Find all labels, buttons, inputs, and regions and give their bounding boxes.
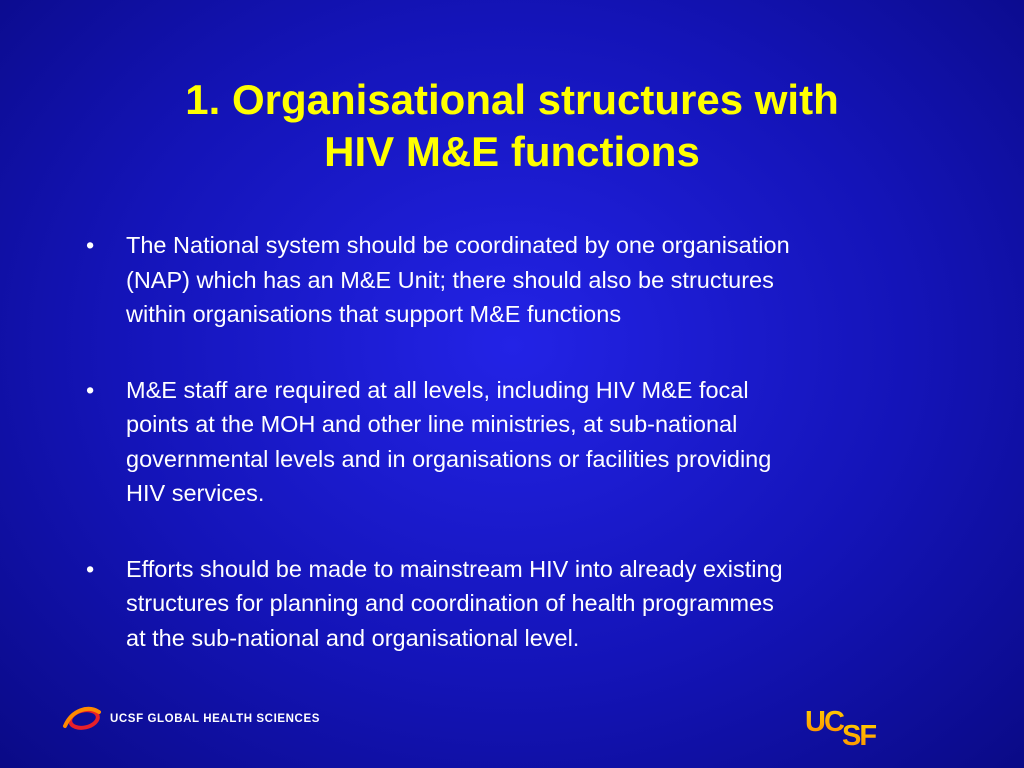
footer-org-name: UCSF GLOBAL HEALTH SCIENCES bbox=[110, 713, 321, 725]
ucsf-wordmark-logo bbox=[803, 703, 887, 747]
slide-title-line: 1. Organisational structures with bbox=[185, 76, 839, 123]
bullet-item bbox=[86, 228, 946, 332]
slide-title bbox=[60, 74, 964, 178]
bullet-text-line: Efforts should be made to mainstream HIV into already existing bbox=[126, 555, 783, 582]
bullet-text-line: HIV services. bbox=[126, 480, 265, 506]
bullet-item bbox=[86, 373, 946, 511]
footer-brand bbox=[62, 706, 320, 732]
bullet-text-line: M&E staff are required at all levels, including HIV M&E focal bbox=[126, 376, 749, 403]
bullet-text-line: structures for planning and coordination of health programmes bbox=[126, 590, 774, 616]
ucsf-logo-sf: SF bbox=[842, 720, 876, 747]
bullet-list bbox=[86, 228, 946, 655]
bullet-icon: • bbox=[86, 232, 95, 258]
bullet-icon: • bbox=[86, 376, 95, 403]
bullet-text-line: at the sub-national and organisational level. bbox=[126, 624, 580, 651]
bullet-text-line: (NAP) which has an M&E Unit; there should also be structures bbox=[126, 266, 774, 293]
bullet-item bbox=[86, 552, 946, 656]
bullet-text-line: governmental levels and in organisations or facilities providing bbox=[126, 445, 772, 472]
bullet-text-line: points at the MOH and other line ministries, at sub-national bbox=[126, 411, 738, 437]
slide-title-line: HIV M&E functions bbox=[324, 128, 700, 175]
ucsf-global-health-swoosh-icon bbox=[62, 706, 102, 732]
ucsf-logo-uc: UC bbox=[805, 706, 843, 738]
bullet-text-line: The National system should be coordinated by one organisation bbox=[126, 232, 790, 258]
bullet-icon: • bbox=[86, 555, 95, 582]
bullet-text-line: within organisations that support M&E functions bbox=[126, 301, 622, 327]
